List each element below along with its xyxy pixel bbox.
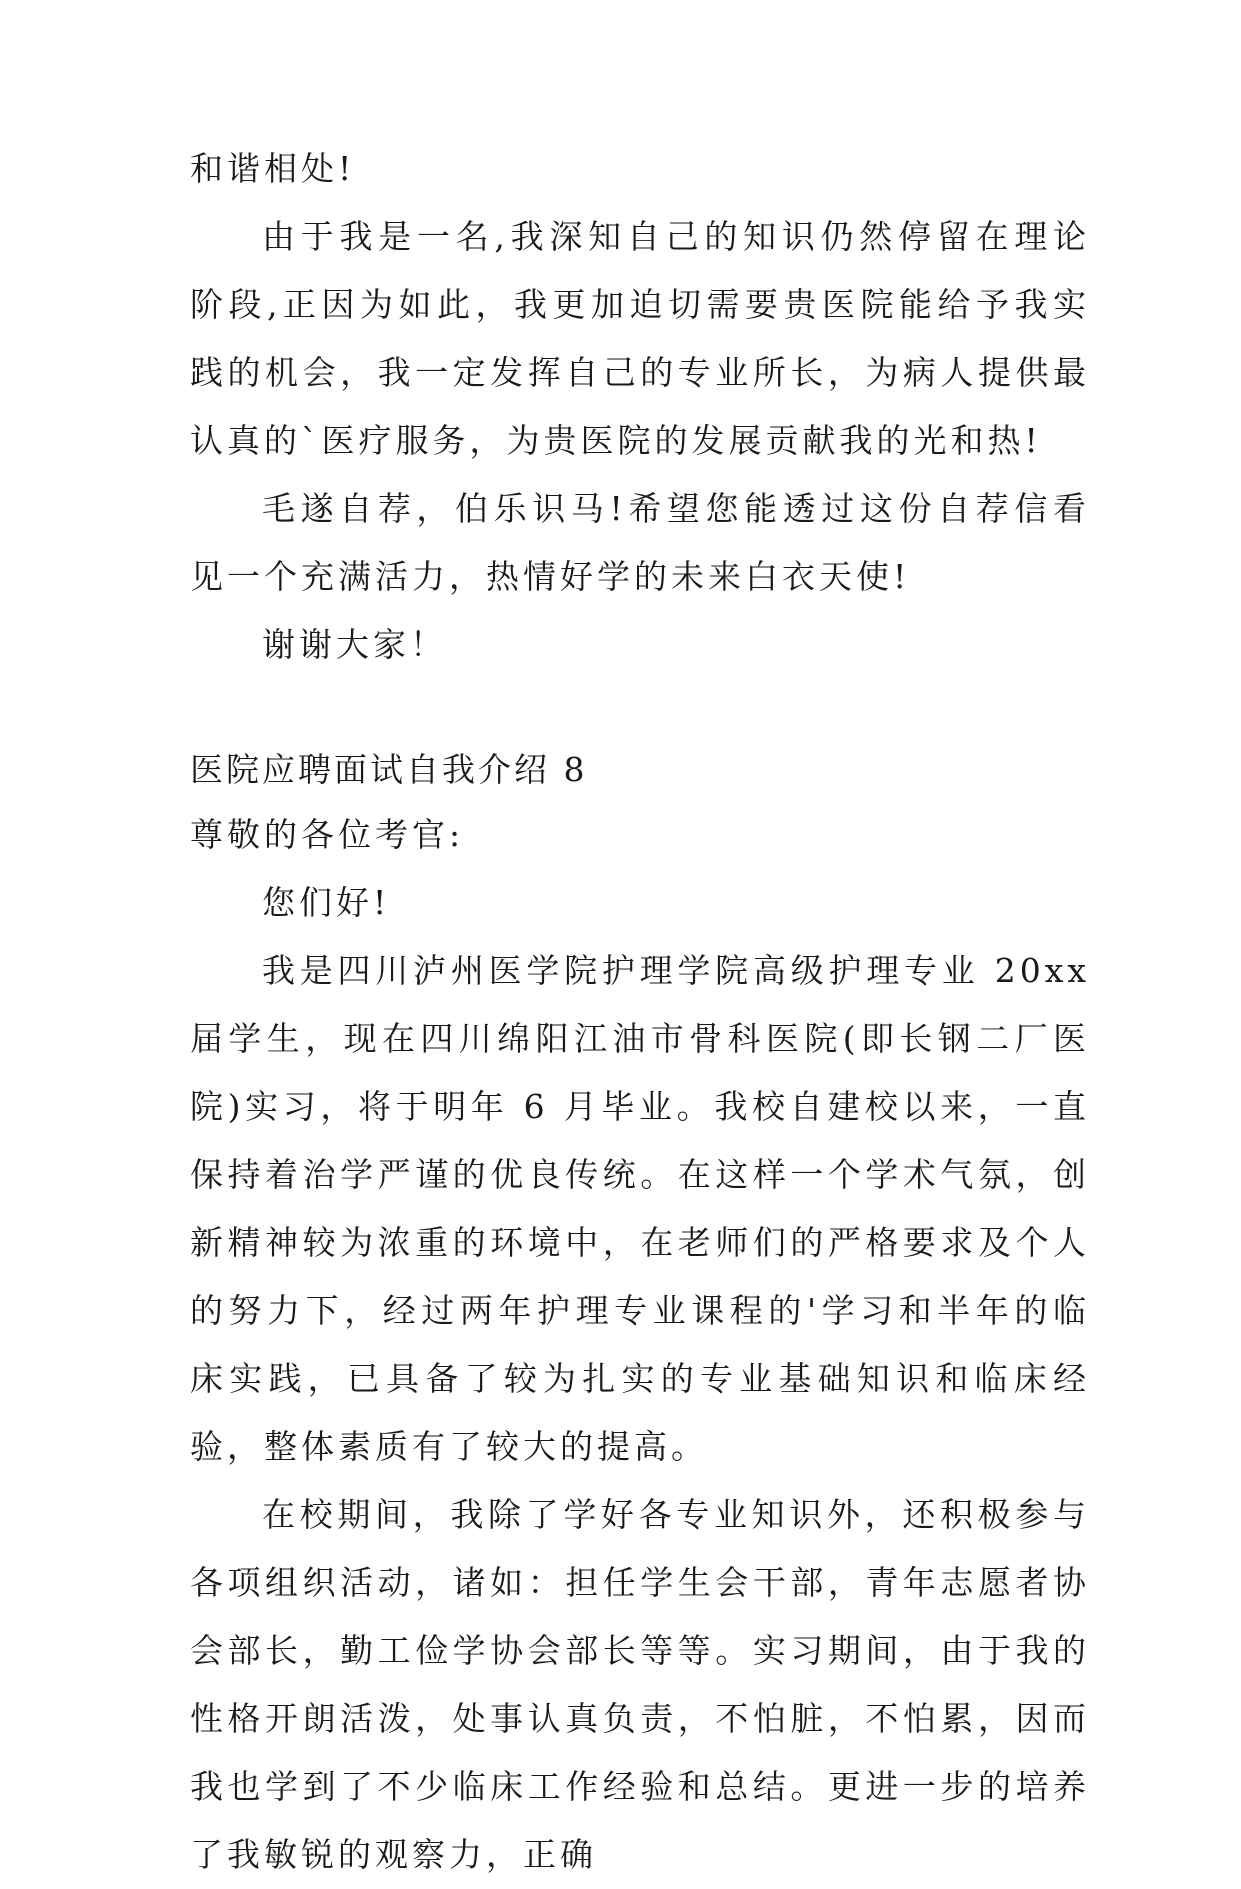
paragraph-thanks: 谢谢大家！ bbox=[262, 625, 447, 664]
paragraph-introduction: 我是四川泸州医学院护理学院高级护理专业 20xx 届学生，现在四川绵阳江油市骨科医院(即长钢二厂医院)实习，将于明年 6 月毕业。我校自建校以来，一直保持着治学严谨的优良传统。在这样一个学术气氛，创新精神较为浓重的环境中，在老师们的严格要求及个人的努力下，经过两年护理专业课程的'学习和半年的临床实践，已具备了较为扎实的专业基础知识和临床经验，整体素质有了较大的提高。 bbox=[190, 951, 1090, 1466]
paragraph-self-recommendation: 毛遂自荐，伯乐识马!希望您能透过这份自荐信看见一个充满活力，热情好学的未来白衣天使! bbox=[190, 489, 1090, 596]
greeting: 您们好! bbox=[262, 883, 391, 922]
document-body bbox=[190, 135, 1090, 1889]
section-spacer bbox=[190, 679, 1090, 739]
section-title: 医院应聘面试自我介绍 8 bbox=[190, 750, 588, 789]
continuation-line: 和谐相处! bbox=[190, 149, 356, 188]
salutation: 尊敬的各位考官: bbox=[190, 815, 465, 854]
paragraph-practice-opportunity: 由于我是一名,我深知自己的知识仍然停留在理论阶段,正因为如此，我更加迫切需要贵医院能给予我实践的机会，我一定发挥自己的专业所长，为病人提供最认真的`医疗服务，为贵医院的发展贡献我的光和热! bbox=[190, 217, 1090, 460]
paragraph-campus-activities: 在校期间，我除了学好各专业知识外，还积极参与各项组织活动，诸如：担任学生会干部，青年志愿者协会部长，勤工俭学协会部长等等。实习期间，由于我的性格开朗活泼，处事认真负责，不怕脏，不怕累，因而我也学到了不少临床工作经验和总结。更进一步的培养了我敏锐的观察力，正确 bbox=[190, 1495, 1090, 1874]
